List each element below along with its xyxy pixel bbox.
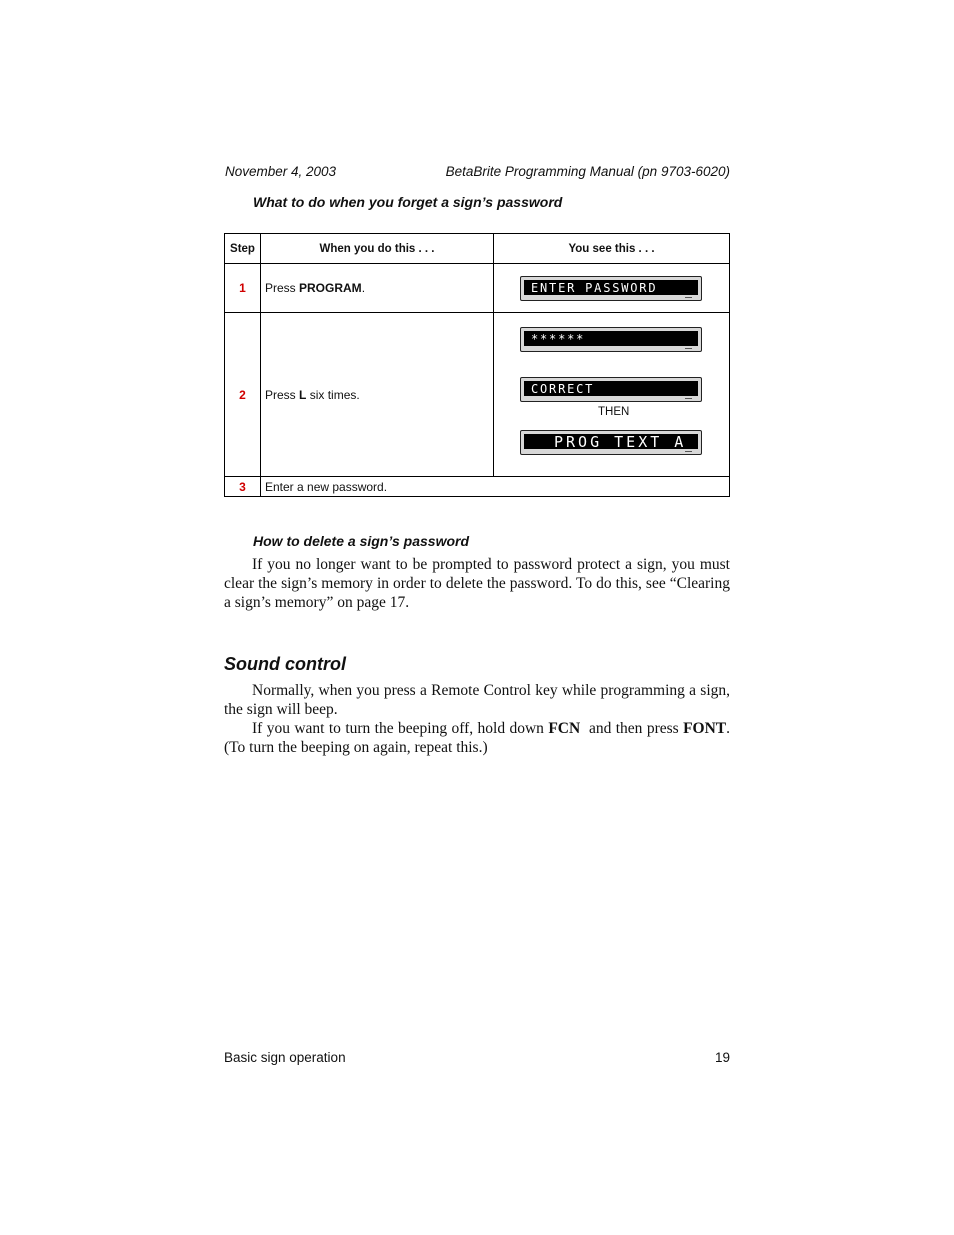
sign-display <box>520 327 702 352</box>
column-header-step: Step <box>225 234 261 264</box>
step-action <box>261 313 494 477</box>
display-text: CORRECT <box>524 381 698 396</box>
key-l: L <box>299 387 307 402</box>
table-row <box>225 313 730 477</box>
header-date: November 4, 2003 <box>225 164 337 179</box>
then-label: THEN <box>598 406 630 418</box>
sign-display <box>520 377 702 402</box>
step-action <box>261 264 494 313</box>
step-number: 3 <box>225 477 261 497</box>
step-action: Enter a new password. <box>261 477 730 497</box>
step-number: 2 <box>225 313 261 477</box>
step-display <box>494 313 730 477</box>
sign-display <box>520 276 702 301</box>
sound-control-body <box>224 681 730 757</box>
footer-section-name: Basic sign operation <box>224 1050 346 1065</box>
paragraph: If you want to turn the beeping off, hold down FCN and then press FONT. (To turn the beeping on again, repeat this.) <box>224 720 731 756</box>
display-text: ****** <box>524 331 698 346</box>
display-text: PROG TEXT A <box>524 434 698 449</box>
forgot-password-heading: What to do when you forget a sign’s password <box>253 194 563 210</box>
table-row <box>225 264 730 313</box>
footer-page-number: 19 <box>714 1050 730 1065</box>
table-header-row <box>225 234 730 264</box>
action-text: six times. <box>306 387 360 402</box>
step-number: 1 <box>225 264 261 313</box>
action-text: Press <box>265 281 300 295</box>
delete-password-heading: How to delete a sign’s password <box>253 533 470 549</box>
paragraph: If you no longer want to be prompted to password protect a sign, you must clear the sign’s memory in order to delete the password. To do this, see “Clearing a sign’s memory” on page 17. <box>224 556 730 611</box>
delete-password-body <box>224 555 730 612</box>
password-steps-table <box>224 233 730 497</box>
header-manual-title: BetaBrite Programming Manual (pn 9703-6020) <box>445 164 730 179</box>
column-header-display: You see this . . . <box>494 234 730 264</box>
display-text: ENTER PASSWORD <box>524 280 698 295</box>
key-fcn: FCN <box>548 720 581 737</box>
sound-control-heading: Sound control <box>224 654 346 674</box>
step-display <box>494 264 730 313</box>
key-font: FONT <box>683 720 727 737</box>
key-program: PROGRAM <box>299 281 362 295</box>
column-header-action: When you do this . . . <box>261 234 494 264</box>
sign-display <box>520 430 702 455</box>
action-text: . <box>361 281 366 295</box>
paragraph: Normally, when you press a Remote Control key while programming a sign, the sign will beep. <box>224 682 730 718</box>
table-row <box>225 477 730 497</box>
action-text: Press <box>265 387 300 402</box>
